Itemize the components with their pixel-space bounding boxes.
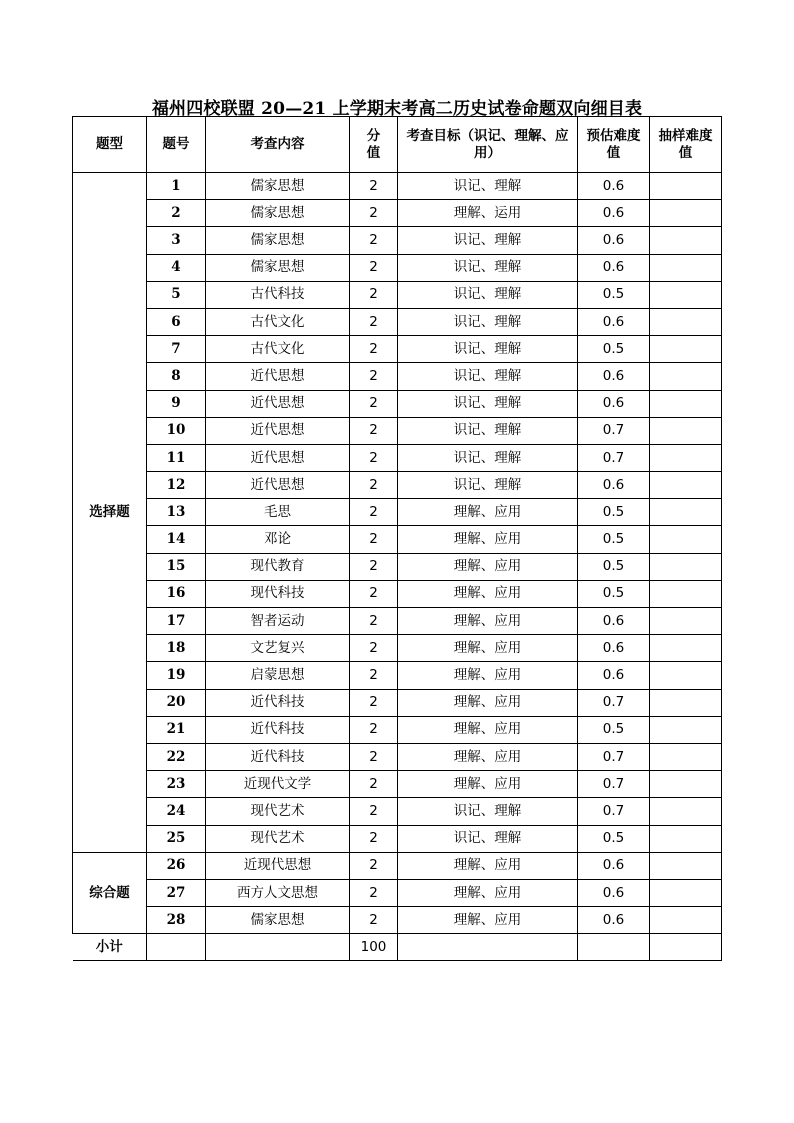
estimated-difficulty-cell: 0.6 xyxy=(578,662,650,689)
table-row xyxy=(73,499,722,526)
table-row xyxy=(73,662,722,689)
sampled-difficulty-cell xyxy=(650,499,722,526)
question-number-cell: 21 xyxy=(147,716,206,743)
subtotal-content-cell xyxy=(206,934,350,961)
table-row xyxy=(73,580,722,607)
score-cell: 2 xyxy=(350,580,398,607)
question-number-cell: 3 xyxy=(147,227,206,254)
content-cell: 近代思想 xyxy=(206,390,350,417)
sampled-difficulty-cell xyxy=(650,444,722,471)
score-cell: 2 xyxy=(350,472,398,499)
table-row xyxy=(73,390,722,417)
sampled-difficulty-cell xyxy=(650,798,722,825)
estimated-difficulty-cell: 0.7 xyxy=(578,771,650,798)
content-cell: 近代科技 xyxy=(206,743,350,770)
sampled-difficulty-cell xyxy=(650,553,722,580)
goal-cell: 理解、应用 xyxy=(398,716,578,743)
estimated-difficulty-cell: 0.5 xyxy=(578,825,650,852)
question-number-cell: 25 xyxy=(147,825,206,852)
question-number-cell: 13 xyxy=(147,499,206,526)
goal-cell: 理解、应用 xyxy=(398,635,578,662)
content-cell: 启蒙思想 xyxy=(206,662,350,689)
sampled-difficulty-cell xyxy=(650,608,722,635)
table-row xyxy=(73,689,722,716)
score-cell: 2 xyxy=(350,173,398,200)
goal-cell: 理解、应用 xyxy=(398,907,578,934)
content-cell: 古代文化 xyxy=(206,336,350,363)
content-cell: 儒家思想 xyxy=(206,254,350,281)
question-number-cell: 12 xyxy=(147,472,206,499)
content-cell: 近代思想 xyxy=(206,444,350,471)
header-row xyxy=(73,117,722,173)
goal-cell: 识记、理解 xyxy=(398,254,578,281)
table-row xyxy=(73,281,722,308)
content-cell: 近代科技 xyxy=(206,716,350,743)
estimated-difficulty-cell: 0.7 xyxy=(578,689,650,716)
goal-cell: 理解、应用 xyxy=(398,771,578,798)
goal-cell: 理解、应用 xyxy=(398,608,578,635)
estimated-difficulty-cell: 0.5 xyxy=(578,499,650,526)
score-cell: 2 xyxy=(350,907,398,934)
goal-cell: 理解、应用 xyxy=(398,743,578,770)
question-number-cell: 14 xyxy=(147,526,206,553)
table-row xyxy=(73,553,722,580)
header-estimated xyxy=(578,117,650,173)
subtotal-estimated-cell xyxy=(578,934,650,961)
table-row xyxy=(73,308,722,335)
table-row xyxy=(73,444,722,471)
question-number-cell: 19 xyxy=(147,662,206,689)
content-cell: 西方人文思想 xyxy=(206,879,350,906)
estimated-difficulty-cell: 0.5 xyxy=(578,336,650,363)
score-cell: 2 xyxy=(350,608,398,635)
sampled-difficulty-cell xyxy=(650,907,722,934)
table-row xyxy=(73,743,722,770)
table-row xyxy=(73,254,722,281)
goal-cell: 理解、应用 xyxy=(398,553,578,580)
goal-cell: 理解、应用 xyxy=(398,689,578,716)
goal-cell: 识记、理解 xyxy=(398,444,578,471)
score-cell: 2 xyxy=(350,825,398,852)
score-cell: 2 xyxy=(350,390,398,417)
estimated-difficulty-cell: 0.7 xyxy=(578,743,650,770)
table-row xyxy=(73,363,722,390)
score-cell: 2 xyxy=(350,281,398,308)
question-number-cell: 20 xyxy=(147,689,206,716)
content-cell: 毛思 xyxy=(206,499,350,526)
table-row xyxy=(73,173,722,200)
sampled-difficulty-cell xyxy=(650,390,722,417)
subtotal-number-cell xyxy=(147,934,206,961)
goal-cell: 理解、应用 xyxy=(398,526,578,553)
question-number-cell: 15 xyxy=(147,553,206,580)
goal-cell: 识记、理解 xyxy=(398,281,578,308)
estimated-difficulty-cell: 0.6 xyxy=(578,907,650,934)
score-cell: 2 xyxy=(350,499,398,526)
sampled-difficulty-cell xyxy=(650,227,722,254)
estimated-difficulty-cell: 0.7 xyxy=(578,417,650,444)
question-number-cell: 5 xyxy=(147,281,206,308)
table-row xyxy=(73,417,722,444)
estimated-difficulty-cell: 0.6 xyxy=(578,608,650,635)
sampled-difficulty-cell xyxy=(650,635,722,662)
header-type: 题型 xyxy=(73,117,147,173)
content-cell: 儒家思想 xyxy=(206,200,350,227)
sampled-difficulty-cell xyxy=(650,417,722,444)
goal-cell: 理解、应用 xyxy=(398,879,578,906)
subtotal-goal-cell xyxy=(398,934,578,961)
table-row xyxy=(73,608,722,635)
table-row xyxy=(73,798,722,825)
question-number-cell: 18 xyxy=(147,635,206,662)
content-cell: 儒家思想 xyxy=(206,907,350,934)
score-cell: 2 xyxy=(350,635,398,662)
goal-cell: 识记、理解 xyxy=(398,173,578,200)
question-number-cell: 10 xyxy=(147,417,206,444)
estimated-difficulty-cell: 0.6 xyxy=(578,173,650,200)
table-row xyxy=(73,336,722,363)
estimated-difficulty-cell: 0.7 xyxy=(578,444,650,471)
goal-cell: 识记、理解 xyxy=(398,825,578,852)
estimated-difficulty-cell: 0.6 xyxy=(578,227,650,254)
question-number-cell: 28 xyxy=(147,907,206,934)
score-cell: 2 xyxy=(350,308,398,335)
table-row xyxy=(73,526,722,553)
spec-table xyxy=(72,116,722,961)
estimated-difficulty-cell: 0.6 xyxy=(578,472,650,499)
question-number-cell: 2 xyxy=(147,200,206,227)
table-row xyxy=(73,716,722,743)
score-cell: 2 xyxy=(350,227,398,254)
content-cell: 近代思想 xyxy=(206,417,350,444)
estimated-difficulty-cell: 0.5 xyxy=(578,526,650,553)
score-cell: 2 xyxy=(350,771,398,798)
score-cell: 2 xyxy=(350,852,398,879)
sampled-difficulty-cell xyxy=(650,580,722,607)
sampled-difficulty-cell xyxy=(650,825,722,852)
question-number-cell: 23 xyxy=(147,771,206,798)
sampled-difficulty-cell xyxy=(650,200,722,227)
goal-cell: 理解、应用 xyxy=(398,852,578,879)
question-number-cell: 24 xyxy=(147,798,206,825)
sampled-difficulty-cell xyxy=(650,879,722,906)
goal-cell: 识记、理解 xyxy=(398,308,578,335)
question-number-cell: 17 xyxy=(147,608,206,635)
sampled-difficulty-cell xyxy=(650,526,722,553)
table-row xyxy=(73,879,722,906)
sampled-difficulty-cell xyxy=(650,336,722,363)
score-cell: 2 xyxy=(350,363,398,390)
subtotal-label: 小计 xyxy=(73,934,147,961)
subtotal-score-cell: 100 xyxy=(350,934,398,961)
goal-cell: 识记、理解 xyxy=(398,390,578,417)
estimated-difficulty-cell: 0.6 xyxy=(578,879,650,906)
content-cell: 智者运动 xyxy=(206,608,350,635)
content-cell: 儒家思想 xyxy=(206,227,350,254)
sampled-difficulty-cell xyxy=(650,281,722,308)
header-goal-text: 考查目标（识记、理解、应用） xyxy=(406,127,569,161)
header-goal xyxy=(398,117,578,173)
goal-cell: 识记、理解 xyxy=(398,363,578,390)
estimated-difficulty-cell: 0.6 xyxy=(578,852,650,879)
sampled-difficulty-cell xyxy=(650,363,722,390)
content-cell: 近现代思想 xyxy=(206,852,350,879)
content-cell: 古代文化 xyxy=(206,308,350,335)
header-score-text: 分值 xyxy=(366,127,381,161)
estimated-difficulty-cell: 0.5 xyxy=(578,281,650,308)
table-row xyxy=(73,227,722,254)
question-number-cell: 26 xyxy=(147,852,206,879)
estimated-difficulty-cell: 0.6 xyxy=(578,363,650,390)
goal-cell: 识记、理解 xyxy=(398,336,578,363)
header-sampled xyxy=(650,117,722,173)
score-cell: 2 xyxy=(350,254,398,281)
table-row xyxy=(73,635,722,662)
estimated-difficulty-cell: 0.5 xyxy=(578,716,650,743)
sampled-difficulty-cell xyxy=(650,173,722,200)
question-type-cell: 选择题 xyxy=(73,173,147,853)
question-number-cell: 11 xyxy=(147,444,206,471)
estimated-difficulty-cell: 0.5 xyxy=(578,553,650,580)
table-row xyxy=(73,200,722,227)
sampled-difficulty-cell xyxy=(650,254,722,281)
content-cell: 现代教育 xyxy=(206,553,350,580)
header-number: 题号 xyxy=(147,117,206,173)
content-cell: 近代科技 xyxy=(206,689,350,716)
content-cell: 近现代文学 xyxy=(206,771,350,798)
table-row xyxy=(73,852,722,879)
goal-cell: 识记、理解 xyxy=(398,472,578,499)
header-estimated-text: 预估难度值 xyxy=(586,127,641,161)
header-content: 考查内容 xyxy=(206,117,350,173)
question-number-cell: 8 xyxy=(147,363,206,390)
question-number-cell: 27 xyxy=(147,879,206,906)
goal-cell: 理解、应用 xyxy=(398,499,578,526)
score-cell: 2 xyxy=(350,526,398,553)
goal-cell: 理解、运用 xyxy=(398,200,578,227)
estimated-difficulty-cell: 0.6 xyxy=(578,200,650,227)
table-row xyxy=(73,907,722,934)
goal-cell: 识记、理解 xyxy=(398,798,578,825)
sampled-difficulty-cell xyxy=(650,716,722,743)
sampled-difficulty-cell xyxy=(650,662,722,689)
question-number-cell: 9 xyxy=(147,390,206,417)
content-cell: 现代艺术 xyxy=(206,798,350,825)
question-number-cell: 7 xyxy=(147,336,206,363)
question-number-cell: 6 xyxy=(147,308,206,335)
score-cell: 2 xyxy=(350,798,398,825)
score-cell: 2 xyxy=(350,743,398,770)
estimated-difficulty-cell: 0.6 xyxy=(578,635,650,662)
subtotal-sampled-cell xyxy=(650,934,722,961)
subtotal-row xyxy=(73,934,722,961)
table-body xyxy=(73,173,722,961)
score-cell: 2 xyxy=(350,879,398,906)
content-cell: 近代思想 xyxy=(206,363,350,390)
score-cell: 2 xyxy=(350,200,398,227)
estimated-difficulty-cell: 0.6 xyxy=(578,254,650,281)
score-cell: 2 xyxy=(350,662,398,689)
question-number-cell: 22 xyxy=(147,743,206,770)
question-number-cell: 4 xyxy=(147,254,206,281)
table-row xyxy=(73,771,722,798)
content-cell: 儒家思想 xyxy=(206,173,350,200)
content-cell: 现代科技 xyxy=(206,580,350,607)
score-cell: 2 xyxy=(350,716,398,743)
score-cell: 2 xyxy=(350,553,398,580)
question-number-cell: 16 xyxy=(147,580,206,607)
goal-cell: 理解、应用 xyxy=(398,580,578,607)
estimated-difficulty-cell: 0.6 xyxy=(578,308,650,335)
content-cell: 文艺复兴 xyxy=(206,635,350,662)
sampled-difficulty-cell xyxy=(650,743,722,770)
sampled-difficulty-cell xyxy=(650,308,722,335)
goal-cell: 理解、应用 xyxy=(398,662,578,689)
score-cell: 2 xyxy=(350,689,398,716)
goal-cell: 识记、理解 xyxy=(398,417,578,444)
document-title: 福州四校联盟 20—21 上学期末考高二历史试卷命题双向细目表 xyxy=(151,99,643,119)
sampled-difficulty-cell xyxy=(650,472,722,499)
table-row xyxy=(73,825,722,852)
content-cell: 近代思想 xyxy=(206,472,350,499)
sampled-difficulty-cell xyxy=(650,852,722,879)
sampled-difficulty-cell xyxy=(650,689,722,716)
goal-cell: 识记、理解 xyxy=(398,227,578,254)
score-cell: 2 xyxy=(350,336,398,363)
content-cell: 邓论 xyxy=(206,526,350,553)
header-sampled-text: 抽样难度值 xyxy=(658,127,713,161)
estimated-difficulty-cell: 0.6 xyxy=(578,390,650,417)
score-cell: 2 xyxy=(350,444,398,471)
estimated-difficulty-cell: 0.5 xyxy=(578,580,650,607)
header-score xyxy=(350,117,398,173)
table-row xyxy=(73,472,722,499)
content-cell: 古代科技 xyxy=(206,281,350,308)
score-cell: 2 xyxy=(350,417,398,444)
content-cell: 现代艺术 xyxy=(206,825,350,852)
sampled-difficulty-cell xyxy=(650,771,722,798)
question-number-cell: 1 xyxy=(147,173,206,200)
question-type-cell: 综合题 xyxy=(73,852,147,934)
estimated-difficulty-cell: 0.7 xyxy=(578,798,650,825)
